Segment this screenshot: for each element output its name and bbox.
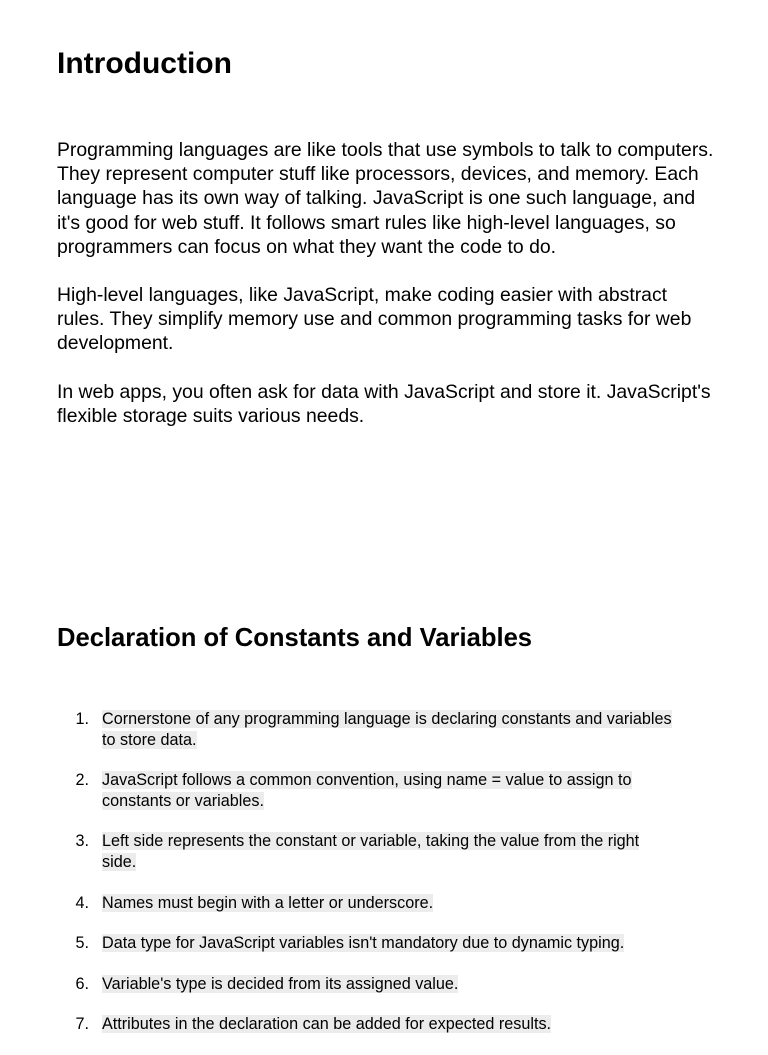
list-item-number: 3.: [75, 832, 89, 851]
intro-paragraph: In web apps, you often ask for data with JavaScript and store it. JavaScript's flexible storage suits various needs.: [57, 380, 711, 427]
list-item-number: 2.: [75, 771, 89, 790]
intro-paragraph: Programming languages are like tools that use symbols to talk to computers. They represent computer stuff like processors, devices, and memory. Each language has its own way of talking. JavaScript is one such language, and it's good for web stuff. It follows smart rules like high-level languages, so programmers can focus on what they want the code to do.: [57, 139, 714, 258]
list-item-text: Cornerstone of any programming language is declaring constants and variables to store data.: [102, 710, 672, 749]
list-item: [57, 831, 677, 872]
list-item: [57, 709, 677, 750]
list-item-text: Attributes in the declaration can be added for expected results.: [102, 1015, 552, 1034]
intro-paragraph: High-level languages, like JavaScript, make coding easier with abstract rules. They simplify memory use and common programming tasks for web development.: [57, 284, 692, 355]
list-item-number: 1.: [75, 710, 89, 728]
list-item-number: 7.: [75, 1015, 89, 1034]
list-item: [57, 770, 677, 811]
list-item-number: 5.: [75, 934, 89, 953]
list-item: [57, 974, 677, 995]
list-item: [57, 933, 677, 954]
intro-heading: Introduction: [57, 47, 232, 80]
list-item-text: Variable's type is decided from its assigned value.: [102, 974, 459, 993]
list-item: [57, 1014, 677, 1035]
intro-body: [57, 138, 717, 452]
declarations-heading: Declaration of Constants and Variables: [57, 624, 533, 652]
list-item-text: JavaScript follows a common convention, using name = value to assign to constants or variables.: [102, 771, 632, 810]
list-item-text: Left side represents the constant or variable, taking the value from the right side.: [102, 832, 640, 871]
list-item-text: Names must begin with a letter or underscore.: [102, 893, 434, 912]
declarations-list: [57, 709, 677, 1055]
list-item-number: 6.: [75, 974, 89, 993]
list-item-text: Data type for JavaScript variables isn't mandatory due to dynamic typing.: [102, 934, 625, 953]
list-item-number: 4.: [75, 893, 89, 912]
list-item: [57, 893, 677, 914]
